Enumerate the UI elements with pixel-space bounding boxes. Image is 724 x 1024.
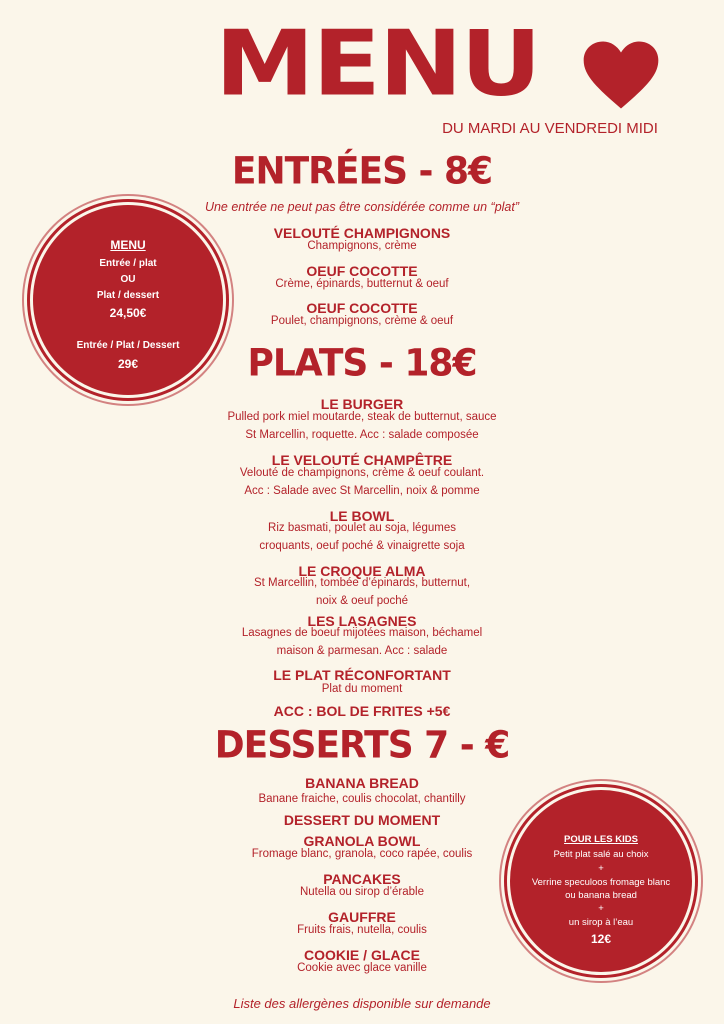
- plat-item-desc: croquants, oeuf poché & vinaigrette soja: [259, 540, 465, 552]
- kids-line: Petit plat salé au choix: [553, 849, 649, 860]
- plat-item-desc: noix & oeuf poché: [315, 595, 409, 607]
- formula-line: Entrée / plat: [99, 258, 157, 269]
- plat-item-desc: St Marcellin, tombée d’épinards, butternut,: [253, 577, 471, 589]
- dessert-item-name: DESSERT DU MOMENT: [283, 812, 441, 828]
- formula-title: MENU: [110, 238, 146, 252]
- plat-item-name: LE BURGER: [320, 396, 404, 412]
- plats-title: PLATS - 18€: [247, 341, 477, 385]
- heart-icon: [582, 40, 660, 110]
- plats-extra: ACC : BOL DE FRITES +5€: [273, 703, 451, 719]
- formula-line: OU: [120, 274, 136, 285]
- allergens-note: Liste des allergènes disponible sur demande: [233, 996, 491, 1011]
- dessert-item-name: COOKIE / GLACE: [304, 947, 420, 963]
- formula-price: 24,50€: [109, 306, 147, 320]
- plat-item-desc: Acc : Salade avec St Marcellin, noix & pomme: [244, 485, 480, 497]
- kids-line: Verrine speculoos fromage blanc: [531, 877, 671, 888]
- entree-item-name: OEUF COCOTTE: [306, 300, 418, 316]
- kids-title: POUR LES KIDS: [564, 834, 638, 845]
- dessert-item-desc: Cookie avec glace vanille: [297, 962, 427, 974]
- formula-line: Entrée / Plat / Dessert: [76, 340, 180, 351]
- plat-item-name: LES LASAGNES: [307, 613, 417, 629]
- plat-item-name: LE BOWL: [329, 508, 395, 524]
- plat-item-name: LE CROQUE ALMA: [298, 563, 426, 579]
- dessert-item-desc: Nutella ou sirop d’érable: [299, 886, 425, 898]
- entree-item-name: OEUF COCOTTE: [306, 263, 418, 279]
- plat-item-desc: Riz basmati, poulet au soja, légumes: [268, 522, 456, 534]
- entree-item-desc: Champignons, crème: [307, 240, 417, 252]
- dessert-item-name: BANANA BREAD: [305, 775, 419, 791]
- plat-item-desc: Plat du moment: [321, 683, 403, 695]
- menu-title: MENU: [215, 10, 540, 117]
- plat-item-desc: St Marcellin, roquette. Acc : salade composée: [245, 429, 479, 441]
- dessert-item-desc: Fruits frais, nutella, coulis: [297, 924, 427, 936]
- kids-plus: +: [598, 903, 604, 914]
- desserts-title: DESSERTS 7 - €: [214, 723, 510, 767]
- dessert-item-name: PANCAKES: [323, 871, 401, 887]
- dessert-item-desc: Banane fraiche, coulis chocolat, chantilly: [258, 793, 466, 805]
- kids-line: un sirop à l’eau: [568, 917, 634, 928]
- plat-item-desc: Lasagnes de boeuf mijotées maison, béchamel: [241, 627, 483, 639]
- kids-circle: [510, 790, 692, 972]
- kids-price: 12€: [590, 932, 612, 946]
- kids-line: ou banana bread: [565, 890, 637, 901]
- kids-plus: +: [598, 863, 604, 874]
- dessert-item-desc: Fromage blanc, granola, coco rapée, coulis: [251, 848, 473, 860]
- entrees-note: Une entrée ne peut pas être considérée comme un “plat”: [204, 200, 520, 214]
- menu-subtitle: DU MARDI AU VENDREDI MIDI: [442, 120, 658, 137]
- plat-item-name: LE PLAT RÉCONFORTANT: [273, 667, 451, 683]
- formula-line: Plat / dessert: [96, 290, 160, 301]
- entree-item-desc: Poulet, champignons, crème & oeuf: [270, 315, 454, 327]
- entree-item-desc: Crème, épinards, butternut & oeuf: [275, 278, 449, 290]
- formula-price: 29€: [117, 357, 139, 371]
- entree-item-name: VELOUTÉ CHAMPIGNONS: [273, 225, 451, 241]
- plat-item-desc: Pulled pork miel moutarde, steak de butternut, sauce: [227, 411, 497, 423]
- dessert-item-name: GAUFFRE: [328, 909, 396, 925]
- plat-item-name: LE VELOUTÉ CHAMPÊTRE: [271, 452, 453, 468]
- dessert-item-name: GRANOLA BOWL: [303, 833, 421, 849]
- entrees-title: ENTRÉES - 8€: [231, 149, 493, 193]
- plat-item-desc: maison & parmesan. Acc : salade: [276, 645, 448, 657]
- plat-item-desc: Velouté de champignons, crème & oeuf coulant.: [239, 467, 485, 479]
